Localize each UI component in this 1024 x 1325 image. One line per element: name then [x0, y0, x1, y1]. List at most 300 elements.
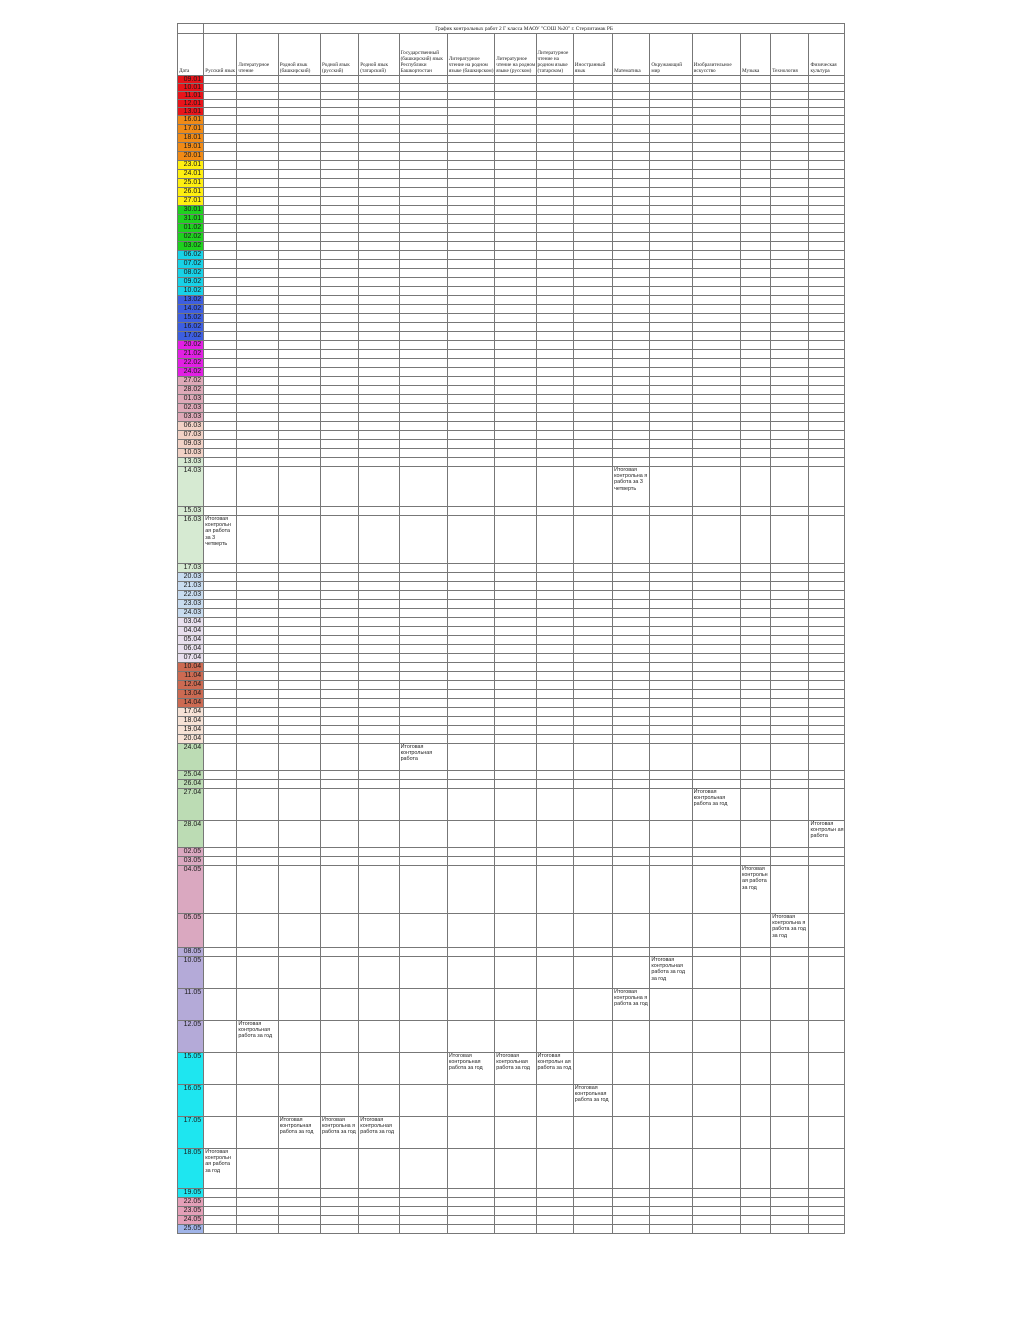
schedule-cell[interactable]	[771, 152, 809, 161]
schedule-cell[interactable]	[278, 744, 320, 771]
schedule-cell[interactable]	[740, 564, 770, 573]
schedule-cell[interactable]	[536, 100, 573, 108]
schedule-cell[interactable]	[536, 197, 573, 206]
schedule-cell[interactable]	[204, 92, 237, 100]
schedule-cell[interactable]	[495, 161, 536, 170]
schedule-cell[interactable]	[740, 449, 770, 458]
schedule-cell[interactable]	[399, 440, 447, 449]
schedule-cell[interactable]	[447, 857, 494, 866]
schedule-cell[interactable]	[399, 458, 447, 467]
schedule-cell[interactable]	[573, 771, 612, 780]
schedule-cell[interactable]	[321, 1189, 359, 1198]
schedule-cell[interactable]	[278, 341, 320, 350]
schedule-cell[interactable]	[692, 431, 740, 440]
schedule-cell[interactable]	[771, 690, 809, 699]
schedule-cell[interactable]	[447, 377, 494, 386]
schedule-cell[interactable]	[278, 948, 320, 957]
schedule-cell[interactable]	[359, 645, 399, 654]
schedule-cell[interactable]	[740, 116, 770, 125]
schedule-cell[interactable]	[692, 440, 740, 449]
schedule-cell[interactable]	[237, 188, 278, 197]
schedule-cell[interactable]	[740, 170, 770, 179]
schedule-cell[interactable]	[237, 260, 278, 269]
schedule-cell[interactable]	[321, 143, 359, 152]
schedule-cell[interactable]	[204, 564, 237, 573]
schedule-cell[interactable]	[204, 287, 237, 296]
schedule-cell[interactable]	[495, 260, 536, 269]
schedule-cell[interactable]	[237, 708, 278, 717]
schedule-cell[interactable]	[692, 591, 740, 600]
schedule-cell[interactable]	[740, 914, 770, 948]
schedule-cell[interactable]	[771, 1085, 809, 1117]
schedule-cell[interactable]	[740, 507, 770, 516]
schedule-cell[interactable]	[613, 1207, 650, 1216]
schedule-cell[interactable]	[447, 726, 494, 735]
schedule-cell[interactable]	[613, 789, 650, 821]
schedule-cell[interactable]	[278, 413, 320, 422]
schedule-cell[interactable]	[237, 717, 278, 726]
schedule-cell[interactable]	[573, 957, 612, 989]
schedule-cell[interactable]	[204, 1021, 237, 1053]
schedule-cell[interactable]	[771, 726, 809, 735]
schedule-cell[interactable]	[692, 233, 740, 242]
schedule-cell[interactable]	[359, 866, 399, 914]
schedule-cell[interactable]	[650, 188, 692, 197]
schedule-cell[interactable]	[204, 431, 237, 440]
schedule-cell[interactable]	[495, 507, 536, 516]
schedule-cell[interactable]	[278, 591, 320, 600]
schedule-cell[interactable]	[771, 600, 809, 609]
schedule-cell[interactable]	[809, 215, 845, 224]
schedule-cell[interactable]	[278, 278, 320, 287]
schedule-cell[interactable]	[321, 717, 359, 726]
schedule-cell[interactable]	[771, 735, 809, 744]
schedule-cell[interactable]	[237, 404, 278, 413]
schedule-cell[interactable]	[399, 449, 447, 458]
schedule-cell[interactable]	[204, 717, 237, 726]
schedule-cell[interactable]	[771, 143, 809, 152]
schedule-cell[interactable]	[809, 224, 845, 233]
schedule-cell[interactable]	[650, 76, 692, 84]
schedule-cell[interactable]	[321, 116, 359, 125]
schedule-cell[interactable]	[692, 143, 740, 152]
schedule-cell[interactable]	[237, 1189, 278, 1198]
schedule-cell[interactable]	[613, 287, 650, 296]
schedule-cell[interactable]	[650, 857, 692, 866]
schedule-cell[interactable]	[321, 600, 359, 609]
schedule-cell[interactable]	[613, 440, 650, 449]
schedule-cell[interactable]	[278, 1085, 320, 1117]
schedule-cell[interactable]	[359, 449, 399, 458]
schedule-cell[interactable]	[809, 672, 845, 681]
schedule-cell[interactable]	[447, 516, 494, 564]
schedule-cell[interactable]	[447, 609, 494, 618]
schedule-cell[interactable]	[399, 645, 447, 654]
schedule-cell[interactable]	[613, 242, 650, 251]
schedule-cell[interactable]	[399, 690, 447, 699]
schedule-cell[interactable]	[613, 125, 650, 134]
schedule-cell[interactable]	[740, 134, 770, 143]
schedule-cell[interactable]	[692, 957, 740, 989]
schedule-cell[interactable]	[809, 350, 845, 359]
schedule-cell[interactable]	[613, 609, 650, 618]
schedule-cell[interactable]	[399, 957, 447, 989]
schedule-cell[interactable]	[278, 618, 320, 627]
schedule-cell[interactable]	[692, 1053, 740, 1085]
schedule-cell[interactable]	[771, 233, 809, 242]
schedule-cell[interactable]	[237, 413, 278, 422]
schedule-cell[interactable]	[237, 609, 278, 618]
schedule-cell[interactable]	[321, 233, 359, 242]
schedule-cell[interactable]	[771, 848, 809, 857]
schedule-cell[interactable]	[495, 821, 536, 848]
schedule-cell[interactable]	[237, 108, 278, 116]
schedule-cell[interactable]	[771, 654, 809, 663]
schedule-cell[interactable]	[321, 242, 359, 251]
schedule-cell[interactable]	[573, 108, 612, 116]
schedule-cell[interactable]	[399, 699, 447, 708]
schedule-cell[interactable]	[204, 1117, 237, 1149]
schedule-cell[interactable]	[359, 422, 399, 431]
schedule-cell[interactable]	[573, 821, 612, 848]
schedule-cell[interactable]	[536, 582, 573, 591]
schedule-cell[interactable]	[692, 821, 740, 848]
schedule-cell[interactable]	[740, 305, 770, 314]
schedule-cell[interactable]	[321, 636, 359, 645]
schedule-cell[interactable]	[809, 789, 845, 821]
schedule-cell[interactable]	[809, 699, 845, 708]
schedule-cell[interactable]	[613, 108, 650, 116]
schedule-cell[interactable]	[447, 1189, 494, 1198]
schedule-cell[interactable]	[447, 564, 494, 573]
schedule-cell[interactable]	[359, 224, 399, 233]
schedule-cell[interactable]	[359, 1117, 399, 1149]
schedule-cell[interactable]	[321, 206, 359, 215]
schedule-cell[interactable]	[613, 1189, 650, 1198]
schedule-cell[interactable]	[447, 305, 494, 314]
schedule-cell[interactable]	[692, 224, 740, 233]
schedule-cell[interactable]	[399, 251, 447, 260]
schedule-cell[interactable]	[237, 726, 278, 735]
schedule-cell[interactable]	[536, 564, 573, 573]
schedule-cell[interactable]	[573, 1021, 612, 1053]
schedule-cell[interactable]	[650, 957, 692, 989]
schedule-cell[interactable]	[650, 848, 692, 857]
schedule-cell[interactable]	[613, 726, 650, 735]
schedule-cell[interactable]	[204, 197, 237, 206]
schedule-cell[interactable]	[447, 332, 494, 341]
schedule-cell[interactable]	[278, 645, 320, 654]
schedule-cell[interactable]	[771, 1189, 809, 1198]
schedule-cell[interactable]	[573, 582, 612, 591]
schedule-cell[interactable]	[278, 989, 320, 1021]
schedule-cell[interactable]	[237, 206, 278, 215]
schedule-cell[interactable]	[237, 377, 278, 386]
schedule-cell[interactable]	[237, 663, 278, 672]
schedule-cell[interactable]	[495, 458, 536, 467]
schedule-cell[interactable]	[204, 188, 237, 197]
schedule-cell[interactable]	[359, 1189, 399, 1198]
schedule-cell[interactable]	[495, 386, 536, 395]
schedule-cell[interactable]	[692, 866, 740, 914]
schedule-cell[interactable]	[359, 1198, 399, 1207]
schedule-cell[interactable]	[359, 681, 399, 690]
schedule-cell[interactable]	[495, 323, 536, 332]
schedule-cell[interactable]	[650, 573, 692, 582]
schedule-cell[interactable]	[359, 1085, 399, 1117]
schedule-cell[interactable]	[573, 404, 612, 413]
schedule-cell[interactable]	[399, 386, 447, 395]
schedule-cell[interactable]	[204, 161, 237, 170]
schedule-cell[interactable]	[573, 735, 612, 744]
schedule-cell[interactable]	[650, 161, 692, 170]
schedule-cell[interactable]	[204, 76, 237, 84]
schedule-cell[interactable]	[237, 161, 278, 170]
schedule-cell[interactable]	[399, 161, 447, 170]
schedule-cell[interactable]	[321, 224, 359, 233]
schedule-cell[interactable]	[809, 663, 845, 672]
schedule-cell[interactable]	[650, 108, 692, 116]
schedule-cell[interactable]	[495, 663, 536, 672]
schedule-cell[interactable]	[321, 1149, 359, 1189]
schedule-cell[interactable]	[237, 224, 278, 233]
schedule-cell[interactable]	[359, 92, 399, 100]
schedule-cell[interactable]	[447, 287, 494, 296]
schedule-cell[interactable]	[771, 395, 809, 404]
schedule-cell[interactable]	[771, 516, 809, 564]
schedule-cell[interactable]	[613, 84, 650, 92]
schedule-cell[interactable]	[399, 789, 447, 821]
schedule-cell[interactable]	[204, 1225, 237, 1234]
schedule-cell[interactable]	[740, 188, 770, 197]
schedule-cell[interactable]	[278, 627, 320, 636]
schedule-cell[interactable]	[613, 645, 650, 654]
schedule-cell[interactable]	[359, 278, 399, 287]
schedule-cell[interactable]	[740, 821, 770, 848]
schedule-cell[interactable]	[495, 726, 536, 735]
schedule-cell[interactable]	[692, 1189, 740, 1198]
schedule-cell[interactable]	[321, 726, 359, 735]
schedule-cell[interactable]	[740, 663, 770, 672]
schedule-cell[interactable]	[692, 645, 740, 654]
schedule-cell[interactable]	[447, 467, 494, 507]
schedule-cell[interactable]	[278, 395, 320, 404]
schedule-cell[interactable]	[359, 251, 399, 260]
schedule-cell[interactable]	[447, 663, 494, 672]
schedule-cell[interactable]	[359, 395, 399, 404]
schedule-cell[interactable]	[536, 780, 573, 789]
schedule-cell[interactable]	[771, 278, 809, 287]
schedule-cell[interactable]	[204, 1085, 237, 1117]
schedule-cell[interactable]	[692, 681, 740, 690]
schedule-cell[interactable]	[278, 323, 320, 332]
schedule-cell[interactable]	[399, 134, 447, 143]
schedule-cell[interactable]	[495, 449, 536, 458]
schedule-cell[interactable]	[359, 699, 399, 708]
schedule-cell[interactable]	[447, 100, 494, 108]
schedule-cell[interactable]	[771, 507, 809, 516]
schedule-cell[interactable]	[204, 422, 237, 431]
schedule-cell[interactable]	[613, 717, 650, 726]
schedule-cell[interactable]	[399, 672, 447, 681]
schedule-cell[interactable]	[771, 467, 809, 507]
schedule-cell[interactable]	[447, 431, 494, 440]
schedule-cell[interactable]	[321, 627, 359, 636]
schedule-cell[interactable]	[536, 170, 573, 179]
schedule-cell[interactable]	[740, 516, 770, 564]
schedule-cell[interactable]	[359, 350, 399, 359]
schedule-cell[interactable]	[447, 92, 494, 100]
schedule-cell[interactable]	[650, 368, 692, 377]
schedule-cell[interactable]	[650, 726, 692, 735]
schedule-cell[interactable]	[237, 1117, 278, 1149]
schedule-cell[interactable]	[495, 100, 536, 108]
schedule-cell[interactable]	[237, 699, 278, 708]
schedule-cell[interactable]	[771, 663, 809, 672]
schedule-cell[interactable]	[692, 914, 740, 948]
schedule-cell[interactable]	[573, 100, 612, 108]
schedule-cell[interactable]	[204, 591, 237, 600]
schedule-cell[interactable]	[613, 744, 650, 771]
schedule-cell[interactable]	[359, 108, 399, 116]
schedule-cell[interactable]	[573, 866, 612, 914]
schedule-cell[interactable]	[650, 84, 692, 92]
schedule-cell[interactable]	[809, 76, 845, 84]
schedule-cell[interactable]	[536, 516, 573, 564]
schedule-cell[interactable]	[573, 161, 612, 170]
schedule-cell[interactable]	[573, 516, 612, 564]
schedule-cell[interactable]	[809, 627, 845, 636]
schedule-cell[interactable]	[809, 413, 845, 422]
schedule-cell[interactable]	[278, 573, 320, 582]
schedule-cell[interactable]	[613, 386, 650, 395]
schedule-cell[interactable]	[809, 609, 845, 618]
schedule-cell[interactable]	[740, 1198, 770, 1207]
schedule-cell[interactable]	[573, 1149, 612, 1189]
schedule-cell[interactable]	[495, 269, 536, 278]
schedule-cell[interactable]	[692, 100, 740, 108]
schedule-cell[interactable]	[573, 125, 612, 134]
schedule-cell[interactable]	[692, 108, 740, 116]
schedule-cell[interactable]	[278, 458, 320, 467]
schedule-cell[interactable]	[495, 413, 536, 422]
schedule-cell[interactable]	[771, 206, 809, 215]
schedule-cell[interactable]	[495, 771, 536, 780]
schedule-cell[interactable]	[650, 1216, 692, 1225]
schedule-cell[interactable]	[613, 116, 650, 125]
schedule-cell[interactable]	[447, 645, 494, 654]
schedule-cell[interactable]	[399, 1149, 447, 1189]
schedule-cell[interactable]	[495, 1085, 536, 1117]
schedule-cell[interactable]	[771, 170, 809, 179]
schedule-cell[interactable]	[692, 368, 740, 377]
schedule-cell[interactable]	[809, 708, 845, 717]
schedule-cell[interactable]	[613, 1216, 650, 1225]
schedule-cell[interactable]	[613, 305, 650, 314]
schedule-cell[interactable]	[809, 296, 845, 305]
schedule-cell[interactable]	[692, 76, 740, 84]
schedule-cell[interactable]	[237, 152, 278, 161]
schedule-cell[interactable]	[692, 618, 740, 627]
schedule-cell[interactable]	[536, 116, 573, 125]
schedule-cell[interactable]	[359, 431, 399, 440]
schedule-cell[interactable]	[204, 866, 237, 914]
schedule-cell[interactable]	[204, 857, 237, 866]
schedule-cell[interactable]	[573, 573, 612, 582]
schedule-cell[interactable]	[536, 957, 573, 989]
schedule-cell[interactable]	[359, 582, 399, 591]
schedule-cell[interactable]	[204, 1198, 237, 1207]
schedule-cell[interactable]	[573, 1198, 612, 1207]
schedule-cell[interactable]	[573, 84, 612, 92]
schedule-cell[interactable]	[650, 771, 692, 780]
schedule-cell[interactable]	[204, 458, 237, 467]
schedule-cell[interactable]	[495, 467, 536, 507]
schedule-cell[interactable]	[237, 134, 278, 143]
schedule-cell[interactable]	[204, 377, 237, 386]
schedule-cell[interactable]	[278, 269, 320, 278]
schedule-cell[interactable]	[740, 404, 770, 413]
schedule-cell[interactable]	[650, 404, 692, 413]
schedule-cell[interactable]	[740, 681, 770, 690]
schedule-cell[interactable]	[573, 636, 612, 645]
schedule-cell[interactable]	[204, 152, 237, 161]
schedule-cell[interactable]	[447, 152, 494, 161]
schedule-cell[interactable]	[809, 600, 845, 609]
schedule-cell[interactable]	[809, 717, 845, 726]
schedule-cell[interactable]	[278, 1117, 320, 1149]
schedule-cell[interactable]	[692, 305, 740, 314]
schedule-cell[interactable]	[692, 600, 740, 609]
schedule-cell[interactable]	[740, 1207, 770, 1216]
schedule-cell[interactable]	[613, 251, 650, 260]
schedule-cell[interactable]	[809, 170, 845, 179]
schedule-cell[interactable]	[399, 233, 447, 242]
schedule-cell[interactable]	[321, 170, 359, 179]
schedule-cell[interactable]	[321, 957, 359, 989]
schedule-cell[interactable]	[740, 215, 770, 224]
schedule-cell[interactable]	[321, 1117, 359, 1149]
schedule-cell[interactable]	[399, 516, 447, 564]
schedule-cell[interactable]	[237, 1207, 278, 1216]
schedule-cell[interactable]	[740, 780, 770, 789]
schedule-cell[interactable]	[278, 287, 320, 296]
schedule-cell[interactable]	[650, 1021, 692, 1053]
schedule-cell[interactable]	[771, 1021, 809, 1053]
schedule-cell[interactable]	[740, 989, 770, 1021]
schedule-cell[interactable]	[495, 857, 536, 866]
schedule-cell[interactable]	[613, 413, 650, 422]
schedule-cell[interactable]	[399, 100, 447, 108]
schedule-cell[interactable]	[204, 672, 237, 681]
schedule-cell[interactable]	[809, 821, 845, 848]
schedule-cell[interactable]	[237, 848, 278, 857]
schedule-cell[interactable]	[399, 636, 447, 645]
schedule-cell[interactable]	[204, 206, 237, 215]
schedule-cell[interactable]	[204, 224, 237, 233]
schedule-cell[interactable]	[536, 618, 573, 627]
schedule-cell[interactable]	[237, 251, 278, 260]
schedule-cell[interactable]	[692, 1085, 740, 1117]
schedule-cell[interactable]	[359, 1021, 399, 1053]
schedule-cell[interactable]	[321, 422, 359, 431]
schedule-cell[interactable]	[204, 1053, 237, 1085]
schedule-cell[interactable]	[237, 341, 278, 350]
schedule-cell[interactable]	[447, 341, 494, 350]
schedule-cell[interactable]	[613, 134, 650, 143]
schedule-cell[interactable]	[809, 314, 845, 323]
schedule-cell[interactable]	[573, 681, 612, 690]
